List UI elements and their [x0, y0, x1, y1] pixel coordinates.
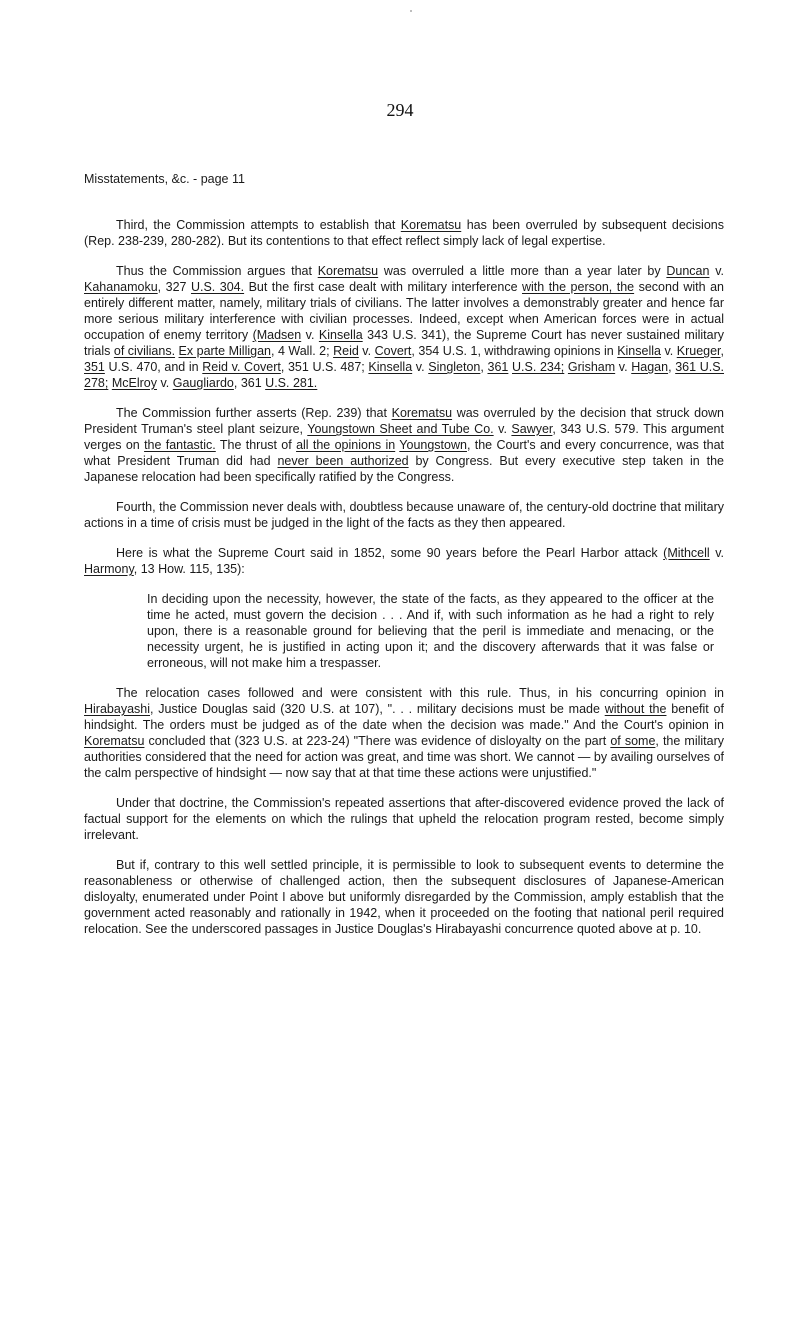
text-run: v. [615, 360, 632, 374]
text-run: Third, the Commission attempts to establish that [116, 218, 401, 232]
text-run: 343 U.S. 341), the Supreme Court has never sustained military trials [84, 328, 724, 358]
text-run: v. [301, 328, 319, 342]
block-quote [147, 591, 714, 671]
paragraph [84, 263, 724, 391]
underlined-citation: U.S. 304. [190, 280, 245, 294]
underlined-citation: Kinsella [617, 344, 661, 358]
underlined-citation: Ex parte Milligan [178, 344, 271, 358]
text-run: But the first case dealt with military interference [244, 280, 522, 294]
text-run: was overruled by the decision that struck down President Truman's steel plant seizure, [84, 406, 724, 436]
underlined-citation: all the opinions in [296, 438, 396, 452]
text-run: second with an entirely different matter, namely, military trials of civilians. The latter involves a demonstrably greater and hence far more serious military interference with civilian processes. Indeed, except when American forces were in actual occupation of enemy territory [84, 280, 724, 342]
text-run: , 351 U.S. 487; [280, 360, 369, 374]
underlined-citation: U.S. 234; [512, 360, 565, 374]
text-run: , 343 U.S. 579. This argument verges on [84, 422, 724, 452]
document-body [84, 217, 724, 951]
text-run: v. [493, 422, 512, 436]
text-run: , [480, 360, 488, 374]
underlined-citation: of civilians. [113, 344, 176, 358]
text-run: v. [709, 264, 724, 278]
underlined-citation: never been authorized [277, 454, 409, 468]
text-run: , 327 [157, 280, 191, 294]
text-run: benefit of hindsight. The orders must be judged as of the date when the decision was made." And the Court's opinion in [84, 702, 724, 732]
text-run: , [668, 360, 676, 374]
text-run: by Congress. But every executive step taken in the Japanese relocation had been specifically ratified by the Congress. [84, 454, 724, 484]
text-run: , 4 Wall. 2; [270, 344, 334, 358]
paragraph [84, 795, 724, 843]
underlined-citation: Krueger [676, 344, 721, 358]
paragraph [84, 545, 724, 577]
text-run: The thrust of [215, 438, 297, 452]
underlined-citation: McElroy [111, 376, 157, 390]
underlined-citation: Kinsella [368, 360, 413, 374]
underlined-citation: the fantastic. [144, 438, 216, 452]
underlined-citation: (Madsen [252, 328, 302, 342]
text-run: U.S. 470, and in [104, 360, 203, 374]
underlined-citation: Duncan [666, 264, 710, 278]
paragraph [84, 685, 724, 781]
text-run: Here is what the Supreme Court said in 1852, some 90 years before the Pearl Harbor attack [116, 546, 664, 560]
underlined-citation: Hirabayashi [84, 702, 151, 716]
text-run: Under that doctrine, the Commission's repeated assertions that after-discovered evidence proved the lack of factual support for the elements on which the rulings that upheld the relocation program rested, become simply irrelevant. [84, 796, 724, 842]
text-run: , 361 [233, 376, 266, 390]
underlined-citation: 351 [84, 360, 105, 374]
underlined-citation: 361 [487, 360, 509, 374]
paragraph [84, 405, 724, 485]
text-run: v. [709, 546, 724, 560]
scan-speck [410, 10, 412, 12]
underlined-citation: Youngstown Sheet and Tube Co. [307, 422, 494, 436]
underlined-citation: Hagan [631, 360, 669, 374]
text-run: The relocation cases followed and were consistent with this rule. Thus, in his concurring opinion in [116, 686, 724, 700]
underlined-citation: Kinsella [318, 328, 363, 342]
underlined-citation: Harmony [84, 562, 134, 576]
text-run: In deciding upon the necessity, however, the state of the facts, as they appeared to the officer at the time he acted, must govern the decision . . . And if, with such information as he had a right to rely upon, there is a reasonable ground for believing that the peril is immediate and menacing, or the necessity urgent, he is justified in acting upon it; and the discovery afterwards that it was false or erroneous, will not make him a trespasser. [147, 592, 714, 670]
underlined-citation: Reid [333, 344, 359, 358]
underlined-citation: Grisham [567, 360, 616, 374]
underlined-citation: Korematsu [400, 218, 462, 232]
underlined-citation: 361 U.S. 278; [84, 360, 725, 390]
underlined-citation: (Mithcell [663, 546, 710, 560]
text-run: , the Court's and every concurrence, was that what President Truman did had [84, 438, 724, 468]
underlined-citation: Korematsu [391, 406, 453, 420]
text-run: , 354 U.S. 1, withdrawing opinions in [411, 344, 618, 358]
text-run: , Justice Douglas said (320 U.S. at 107), ". . . military decisions must be made [150, 702, 605, 716]
page-header-note: Misstatements, &c. - page 11 [84, 172, 245, 186]
underlined-citation: Reid v. Covert [202, 360, 281, 374]
underlined-citation: Sawyer [511, 422, 553, 436]
paragraph [84, 857, 724, 937]
text-run: v. [660, 344, 677, 358]
underlined-citation: U.S. 281. [265, 376, 318, 390]
page-number: 294 [386, 100, 414, 120]
underlined-citation: with the person, the [522, 280, 635, 294]
underlined-citation: Singleton [428, 360, 481, 374]
text-run: Fourth, the Commission never deals with, doubtless because unaware of, the century-old doctrine that military actions in a time of crisis must be judged in the light of the facts as they then appeared. [84, 500, 724, 530]
text-run: , the military authorities considered that the need for action was great, and time was short. We cannot — by availing ourselves of the calm perspective of hindsight — now say that at that time these actions were unjustified." [84, 734, 724, 780]
underlined-citation: without the [604, 702, 667, 716]
text-run: v. [358, 344, 375, 358]
underlined-citation: of some [610, 734, 656, 748]
underlined-citation: Youngstown [399, 438, 467, 452]
underlined-citation: Korematsu [317, 264, 379, 278]
underlined-citation: Korematsu [84, 734, 145, 748]
text-run: concluded that (323 U.S. at 223-24) "There was evidence of disloyalty on the part [144, 734, 611, 748]
underlined-citation: Gaugliardo [172, 376, 234, 390]
underlined-citation: Covert [374, 344, 412, 358]
paragraph [84, 217, 724, 249]
text-run: But if, contrary to this well settled principle, it is permissible to look to subsequent events to determine the reasonableness or otherwise of challenged action, then the subsequent disclosures of Japanese-American disloyalty, enumerated under Point I above but uniformly disregarded by the Commission, amply establish that the government acted reasonably and rationally in 1942, when it proceeded on the footing that national peril required relocation. See the underscored passages in Justice Douglas's Hirabayashi concurrence quoted above at p. 10. [84, 858, 724, 936]
text-run: The Commission further asserts (Rep. 239) that [116, 406, 392, 420]
text-run: v. [156, 376, 173, 390]
text-run: , [720, 344, 725, 358]
text-run: has been overruled by subsequent decisions (Rep. 238-239, 280-282). But its contentions to that effect reflect simply lack of legal expertise. [84, 218, 724, 248]
underlined-citation: Kahanamoku [84, 280, 158, 294]
text-run: was overruled a little more than a year later by [378, 264, 667, 278]
text-run: v. [412, 360, 429, 374]
text-run: Thus the Commission argues that [116, 264, 318, 278]
paragraph [84, 499, 724, 531]
text-run: , 13 How. 115, 135): [133, 562, 245, 576]
